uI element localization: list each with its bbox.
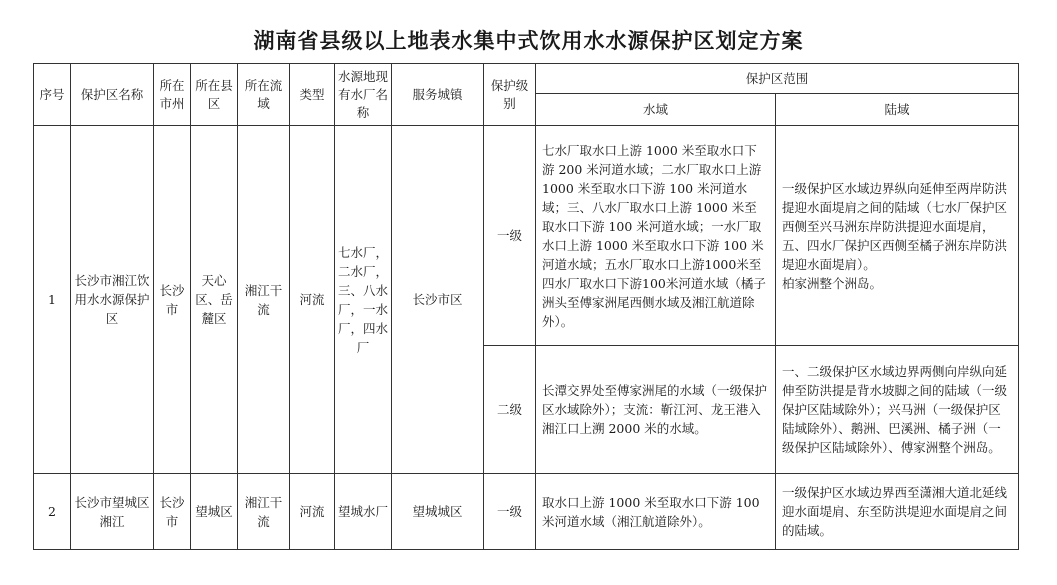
header-scope: 保护区范围 xyxy=(536,64,1019,94)
row-service: 望城城区 xyxy=(392,474,484,550)
row-level: 一级 xyxy=(484,126,536,346)
row-land-scope: 一、二级保护区水域边界两侧向岸纵向延伸至防洪提是背水坡脚之间的陆域（一级保护区陆域除外）；兴马洲（一级保护区陆域除外）、鹅洲、巴溪洲、橘子洲（一级保护区陆域除外）、傅家洲整个洲岛。 xyxy=(776,346,1019,474)
protection-zone-table xyxy=(33,63,1019,550)
header-service: 服务城镇 xyxy=(392,64,484,126)
row-seq: 1 xyxy=(34,126,71,474)
header-county: 所在县区 xyxy=(191,64,238,126)
row-level: 二级 xyxy=(484,346,536,474)
header-level: 保护级别 xyxy=(484,64,536,126)
header-plant: 水源地现有水厂名称 xyxy=(335,64,392,126)
row-name: 长沙市湘江饮用水水源保护区 xyxy=(71,126,154,474)
row-county: 望城区 xyxy=(191,474,238,550)
land-scope-text: 一级保护区水域边界纵向延伸至两岸防洪提迎水面堤肩之间的陆域（七水厂保护区西侧至兴马洲东岸防洪提迎水面堤肩，五、四水厂保护区西侧至橘子洲东岸防洪堤迎水面堤肩）。 xyxy=(782,180,1008,272)
header-basin: 所在流域 xyxy=(238,64,290,126)
row-basin: 湘江干流 xyxy=(238,474,290,550)
row-city: 长沙市 xyxy=(154,126,191,474)
row-water-scope: 长潭交界处至傅家洲尾的水域（一级保护区水域除外）；支流：靳江河、龙王港入湘江口上溯 2000 米的水域。 xyxy=(536,346,776,474)
row-water-scope: 取水口上游 1000 米至取水口下游 100 米河道水域（湘江航道除外）。 xyxy=(536,474,776,550)
row-land-scope xyxy=(776,126,1019,346)
land-scope-extra: 柏家洲整个洲岛。 xyxy=(782,275,883,291)
header-seq: 序号 xyxy=(34,64,71,126)
row-basin: 湘江干流 xyxy=(238,126,290,474)
page-title: 湖南省县级以上地表水集中式饮用水水源保护区划定方案 xyxy=(253,29,804,53)
row-land-scope: 一级保护区水域边界西至潇湘大道北延线迎水面堤肩、东至防洪堤迎水面堤肩之间的陆域。 xyxy=(776,474,1019,550)
row-level: 一级 xyxy=(484,474,536,550)
row-seq: 2 xyxy=(34,474,71,550)
row-water-scope: 七水厂取水口上游 1000 米至取水口下游 200 米河道水域；二水厂取水口上游 1000 米至取水口下游 100 米河道水域；三、八水厂取水口上游 1000 米至取水口下游 100 米河道水域；一水厂取水口上游 1000 米至取水口下游 100 米河道水域；五水厂取水口上游1000米至四水厂取水口下游100米河道水域（橘子洲头至傅家洲尾西侧水域及湘江航道除外）。 xyxy=(536,126,776,346)
row-plant: 望城水厂 xyxy=(335,474,392,550)
row-city: 长沙市 xyxy=(154,474,191,550)
header-water: 水域 xyxy=(536,94,776,126)
header-type: 类型 xyxy=(290,64,335,126)
header-land: 陆域 xyxy=(776,94,1019,126)
header-name: 保护区名称 xyxy=(71,64,154,126)
row-service: 长沙市区 xyxy=(392,126,484,474)
table-row xyxy=(34,126,1019,346)
row-type: 河流 xyxy=(290,126,335,474)
row-county: 天心区、岳麓区 xyxy=(191,126,238,474)
header-row xyxy=(34,64,1019,94)
row-name: 长沙市望城区湘江 xyxy=(71,474,154,550)
header-city: 所在市州 xyxy=(154,64,191,126)
row-type: 河流 xyxy=(290,474,335,550)
row-plant: 七水厂，二水厂，三、八水厂，一水厂，四水厂 xyxy=(335,126,392,474)
table-row xyxy=(34,474,1019,550)
